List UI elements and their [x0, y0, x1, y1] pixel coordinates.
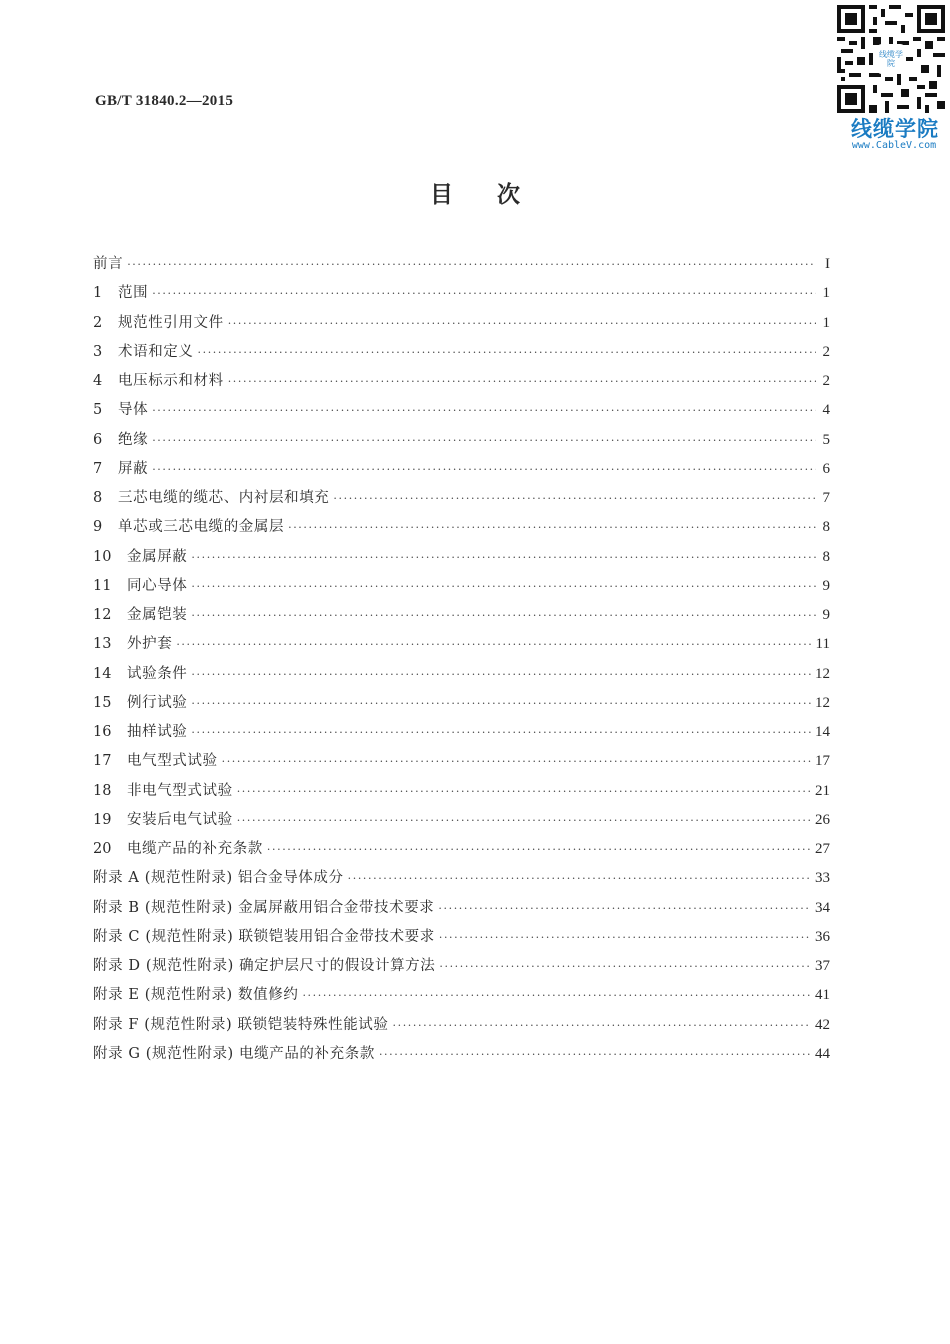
- toc-entry-label: 附录 B (规范性附录) 金属屏蔽用铝合金带技术要求: [93, 899, 435, 916]
- toc-leader-dots: [393, 1014, 811, 1038]
- toc-entry-number: 3: [93, 343, 103, 360]
- toc-entry-label: 外护套: [127, 636, 173, 653]
- toc-leader-dots: [438, 897, 811, 921]
- standard-code: GB/T 31840.2—2015: [95, 93, 234, 109]
- toc-entry-number: 11: [93, 577, 112, 594]
- toc-entry-page: 33: [815, 870, 830, 887]
- toc-entry-page: 1: [822, 314, 830, 331]
- toc-title: 目次: [430, 181, 564, 208]
- toc-entry-page: 21: [815, 782, 830, 799]
- toc-leader-dots: [267, 838, 811, 862]
- toc-entry[interactable]: [93, 311, 830, 335]
- toc-leader-dots: [348, 867, 811, 891]
- toc-entry-page: 1: [822, 285, 830, 302]
- toc-leader-dots: [237, 809, 811, 833]
- toc-leader-dots: [152, 282, 816, 306]
- toc-entry-number: 20: [93, 841, 112, 857]
- toc-entry-number: 12: [93, 607, 112, 623]
- toc-leader-dots: [191, 604, 816, 628]
- toc-entry-label: 前言: [93, 256, 124, 272]
- toc-entry-number: 7: [93, 460, 103, 477]
- toc-entry-number: 5: [93, 402, 103, 419]
- toc-entry-label: 附录 C (规范性附录) 联锁铠装用铝合金带技术要求: [93, 928, 435, 945]
- toc-entry[interactable]: [93, 779, 830, 803]
- toc-entry[interactable]: [93, 545, 830, 569]
- toc-entry-label: 绝缘: [118, 431, 149, 448]
- toc-entry-page: 37: [815, 958, 830, 974]
- toc-entry-number: 2: [93, 314, 103, 331]
- toc-entry-number: 13: [93, 636, 112, 653]
- toc-entry-page: 27: [815, 841, 830, 857]
- toc-leader-dots: [152, 429, 816, 453]
- toc-entry-number: 8: [93, 490, 103, 506]
- toc-entry-page: I: [825, 256, 830, 272]
- toc-leader-dots: [191, 575, 816, 599]
- toc-leader-dots: [439, 955, 811, 979]
- toc-entry[interactable]: [93, 749, 830, 773]
- toc-entry-page: 2: [822, 373, 830, 389]
- toc-entry-label: 电压标示和材料: [118, 373, 224, 389]
- toc-entry-number: 16: [93, 724, 112, 740]
- toc-leader-dots: [198, 341, 817, 365]
- toc-leader-dots: [191, 721, 811, 745]
- toc-entry-page: 7: [822, 490, 830, 506]
- toc-entry[interactable]: [93, 486, 830, 510]
- toc-leader-dots: [379, 1043, 811, 1067]
- brand-name: 线缆学院: [851, 117, 939, 141]
- toc-entry[interactable]: [93, 691, 830, 715]
- toc-entry-label: 单芯或三芯电缆的金属层: [118, 519, 285, 536]
- toc-leader-dots: [237, 780, 811, 804]
- toc-entry[interactable]: [93, 340, 830, 364]
- toc-entry[interactable]: [93, 720, 830, 744]
- toc-entry[interactable]: [93, 983, 830, 1007]
- toc-entry-label: 金属屏蔽: [127, 548, 188, 565]
- toc-entry-label: 附录 D (规范性附录) 确定护层尺寸的假设计算方法: [93, 958, 436, 974]
- toc-entry-label: 非电气型式试验: [127, 782, 233, 799]
- toc-entry[interactable]: [93, 457, 830, 481]
- toc-entry-page: 36: [815, 928, 830, 945]
- toc-entry[interactable]: [93, 574, 830, 598]
- toc-entry-label: 电气型式试验: [127, 753, 218, 770]
- toc-leader-dots: [191, 692, 811, 716]
- toc-leader-dots: [288, 516, 816, 540]
- toc-leader-dots: [191, 546, 816, 570]
- toc-leader-dots: [152, 458, 816, 482]
- toc-entry-page: 2: [822, 343, 830, 360]
- toc-entry-number: 14: [93, 665, 112, 682]
- toc-leader-dots: [176, 633, 811, 657]
- toc-entry[interactable]: [93, 954, 830, 978]
- toc-entry-page: 42: [815, 1016, 830, 1033]
- toc-entry-label: 附录 E (规范性附录) 数值修约: [93, 987, 299, 1004]
- toc-entry[interactable]: [93, 398, 830, 422]
- toc-entry[interactable]: [93, 837, 830, 861]
- toc-entry[interactable]: [93, 252, 830, 276]
- toc-entry[interactable]: [93, 603, 830, 627]
- toc-entry-label: 同心导体: [127, 577, 188, 594]
- toc-entry-label: 术语和定义: [118, 343, 194, 360]
- toc-entry-page: 26: [815, 811, 830, 828]
- toc-entry[interactable]: [93, 632, 830, 656]
- toc-leader-dots: [152, 399, 816, 423]
- toc-entry-label: 附录 G (规范性附录) 电缆产品的补充条款: [93, 1045, 375, 1062]
- toc-entry-number: 6: [93, 431, 103, 448]
- toc-entry-label: 电缆产品的补充条款: [127, 841, 263, 857]
- toc-entry[interactable]: [93, 1042, 830, 1066]
- toc-entry-number: 17: [93, 753, 112, 770]
- toc-entry-label: 导体: [118, 402, 149, 419]
- toc-entry-page: 17: [815, 753, 830, 770]
- toc-entry-label: 金属铠装: [127, 607, 188, 623]
- toc-leader-dots: [333, 487, 816, 511]
- toc-entry[interactable]: [93, 428, 830, 452]
- toc-leader-dots: [127, 253, 816, 277]
- toc-entry-label: 例行试验: [127, 694, 188, 711]
- toc-entry-number: 4: [93, 373, 103, 389]
- toc-leader-dots: [302, 984, 811, 1008]
- toc-entry[interactable]: [93, 896, 830, 920]
- toc-entry-page: 4: [822, 402, 830, 419]
- toc-entry-page: 11: [815, 636, 830, 653]
- toc-entry[interactable]: [93, 369, 830, 393]
- toc-entry[interactable]: [93, 866, 830, 890]
- toc-entry-page: 8: [822, 519, 830, 536]
- toc-entry-page: 6: [822, 460, 830, 477]
- toc-entry-page: 14: [815, 724, 830, 740]
- toc-entry-page: 8: [822, 548, 830, 565]
- toc-entry[interactable]: [93, 662, 830, 686]
- toc-entry-number: 15: [93, 694, 112, 711]
- toc-leader-dots: [439, 926, 811, 950]
- toc-entry-page: 41: [815, 987, 830, 1004]
- qr-badge-text: 线缆学院: [879, 50, 903, 68]
- toc-entry-page: 12: [815, 694, 830, 711]
- toc-entry-page: 44: [815, 1045, 830, 1062]
- toc-entry-page: 9: [822, 607, 830, 623]
- toc-entry-page: 34: [815, 899, 830, 916]
- toc-leader-dots: [222, 750, 811, 774]
- toc-entry-label: 三芯电缆的缆芯、内衬层和填充: [118, 490, 330, 506]
- toc-entry-label: 试验条件: [127, 665, 188, 682]
- toc-entry-label: 附录 F (规范性附录) 联锁铠装特殊性能试验: [93, 1016, 389, 1033]
- toc-entry-number: 10: [93, 548, 112, 565]
- toc-entry-label: 范围: [118, 285, 149, 302]
- toc-entry[interactable]: [93, 808, 830, 832]
- toc-entry-page: 9: [822, 577, 830, 594]
- toc-entry[interactable]: [93, 925, 830, 949]
- toc-leader-dots: [228, 370, 816, 394]
- toc-entry-page: 12: [815, 665, 830, 682]
- qr-center-logo: [876, 44, 906, 74]
- toc-leader-dots: [228, 312, 816, 336]
- toc-entry-label: 抽样试验: [127, 724, 188, 740]
- toc-entry-label: 安装后电气试验: [127, 811, 233, 828]
- toc-entry-page: 5: [822, 431, 830, 448]
- toc-entry-number: 19: [93, 811, 112, 828]
- toc-entry-label: 规范性引用文件: [118, 314, 224, 331]
- toc-entry-number: 9: [93, 519, 103, 536]
- toc-entry[interactable]: [93, 1013, 830, 1037]
- toc-entry-number: 1: [93, 285, 103, 302]
- toc-entry-number: 18: [93, 782, 112, 799]
- toc-entry[interactable]: [93, 515, 830, 539]
- toc-leader-dots: [191, 663, 811, 687]
- toc-entry-label: 屏蔽: [118, 460, 149, 477]
- toc-entry-label: 附录 A (规范性附录) 铝合金导体成分: [93, 870, 344, 887]
- brand-url: www.CableV.com: [851, 140, 937, 151]
- toc-entry[interactable]: [93, 281, 830, 305]
